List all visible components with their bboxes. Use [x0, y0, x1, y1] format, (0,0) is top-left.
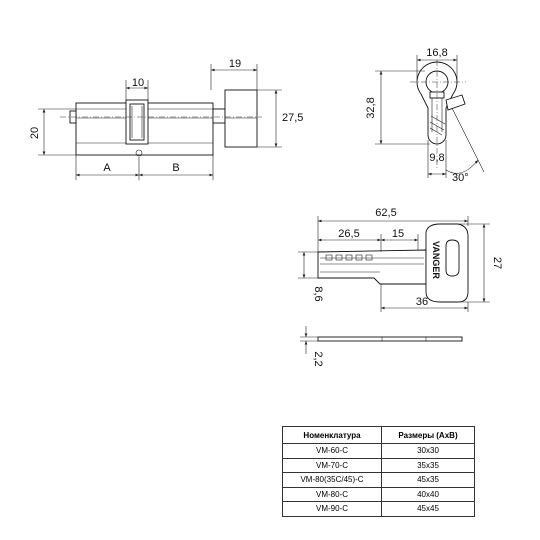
spec-size: 30x30: [382, 444, 475, 459]
spec-size: 45x45: [382, 502, 475, 517]
cylinder-side-view: [29, 58, 303, 180]
dim-length-62-5: 62,5: [375, 207, 397, 219]
dim-width-19: 19: [228, 58, 242, 70]
dim-length-36: 36: [415, 296, 429, 308]
key-brand-logo: VANGER: [431, 241, 441, 279]
spec-model: VM-80(35C/45)-C: [283, 473, 382, 488]
spec-model: VM-70-C: [283, 458, 382, 473]
spec-size: 45x35: [382, 473, 475, 488]
dim-height-8-6: 8,6: [312, 286, 324, 302]
dim-height-27: 27: [491, 256, 503, 270]
dim-length-15: 15: [391, 228, 405, 240]
table-row: [283, 473, 475, 488]
spec-model: VM-80-C: [283, 487, 382, 502]
cylinder-profile-view: [365, 47, 484, 184]
spec-size: 35x35: [382, 458, 475, 473]
dim-width-16-8: 16,8: [426, 47, 448, 59]
table-row: [283, 502, 475, 517]
dim-width-9-8: 9,8: [429, 152, 445, 164]
spec-header-nomenclature: Номенклатура: [283, 427, 382, 444]
dim-height-32-8: 32,8: [365, 97, 377, 119]
cylinder-right-step: [213, 109, 225, 123]
dim-angle-30: 30°: [452, 172, 469, 184]
table-row: [283, 487, 475, 502]
dim-height-27-5: 27,5: [282, 112, 304, 124]
key-view: [298, 207, 503, 312]
table-row: [283, 458, 475, 473]
thumb-turn-knob: [225, 90, 257, 147]
key-head-hole: [446, 240, 459, 276]
spec-model: VM-60-C: [283, 444, 382, 459]
dim-height-20: 20: [29, 126, 41, 140]
key-thickness-view: [300, 326, 462, 367]
spec-table-header-row: [283, 427, 475, 444]
dim-thickness-2-2: 2,2: [312, 351, 324, 367]
spec-header-dimensions: Размеры (AxB): [382, 427, 475, 444]
key-side-profile: [318, 337, 462, 341]
spec-model: VM-90-C: [283, 502, 382, 517]
dim-label-a: A: [103, 162, 111, 174]
dim-label-b: B: [172, 162, 180, 174]
dim-length-26-5: 26,5: [338, 228, 360, 240]
spec-size: 40x40: [382, 487, 475, 502]
table-row: [283, 444, 475, 459]
dim-width-10: 10: [131, 77, 145, 89]
spec-table: [282, 426, 475, 517]
